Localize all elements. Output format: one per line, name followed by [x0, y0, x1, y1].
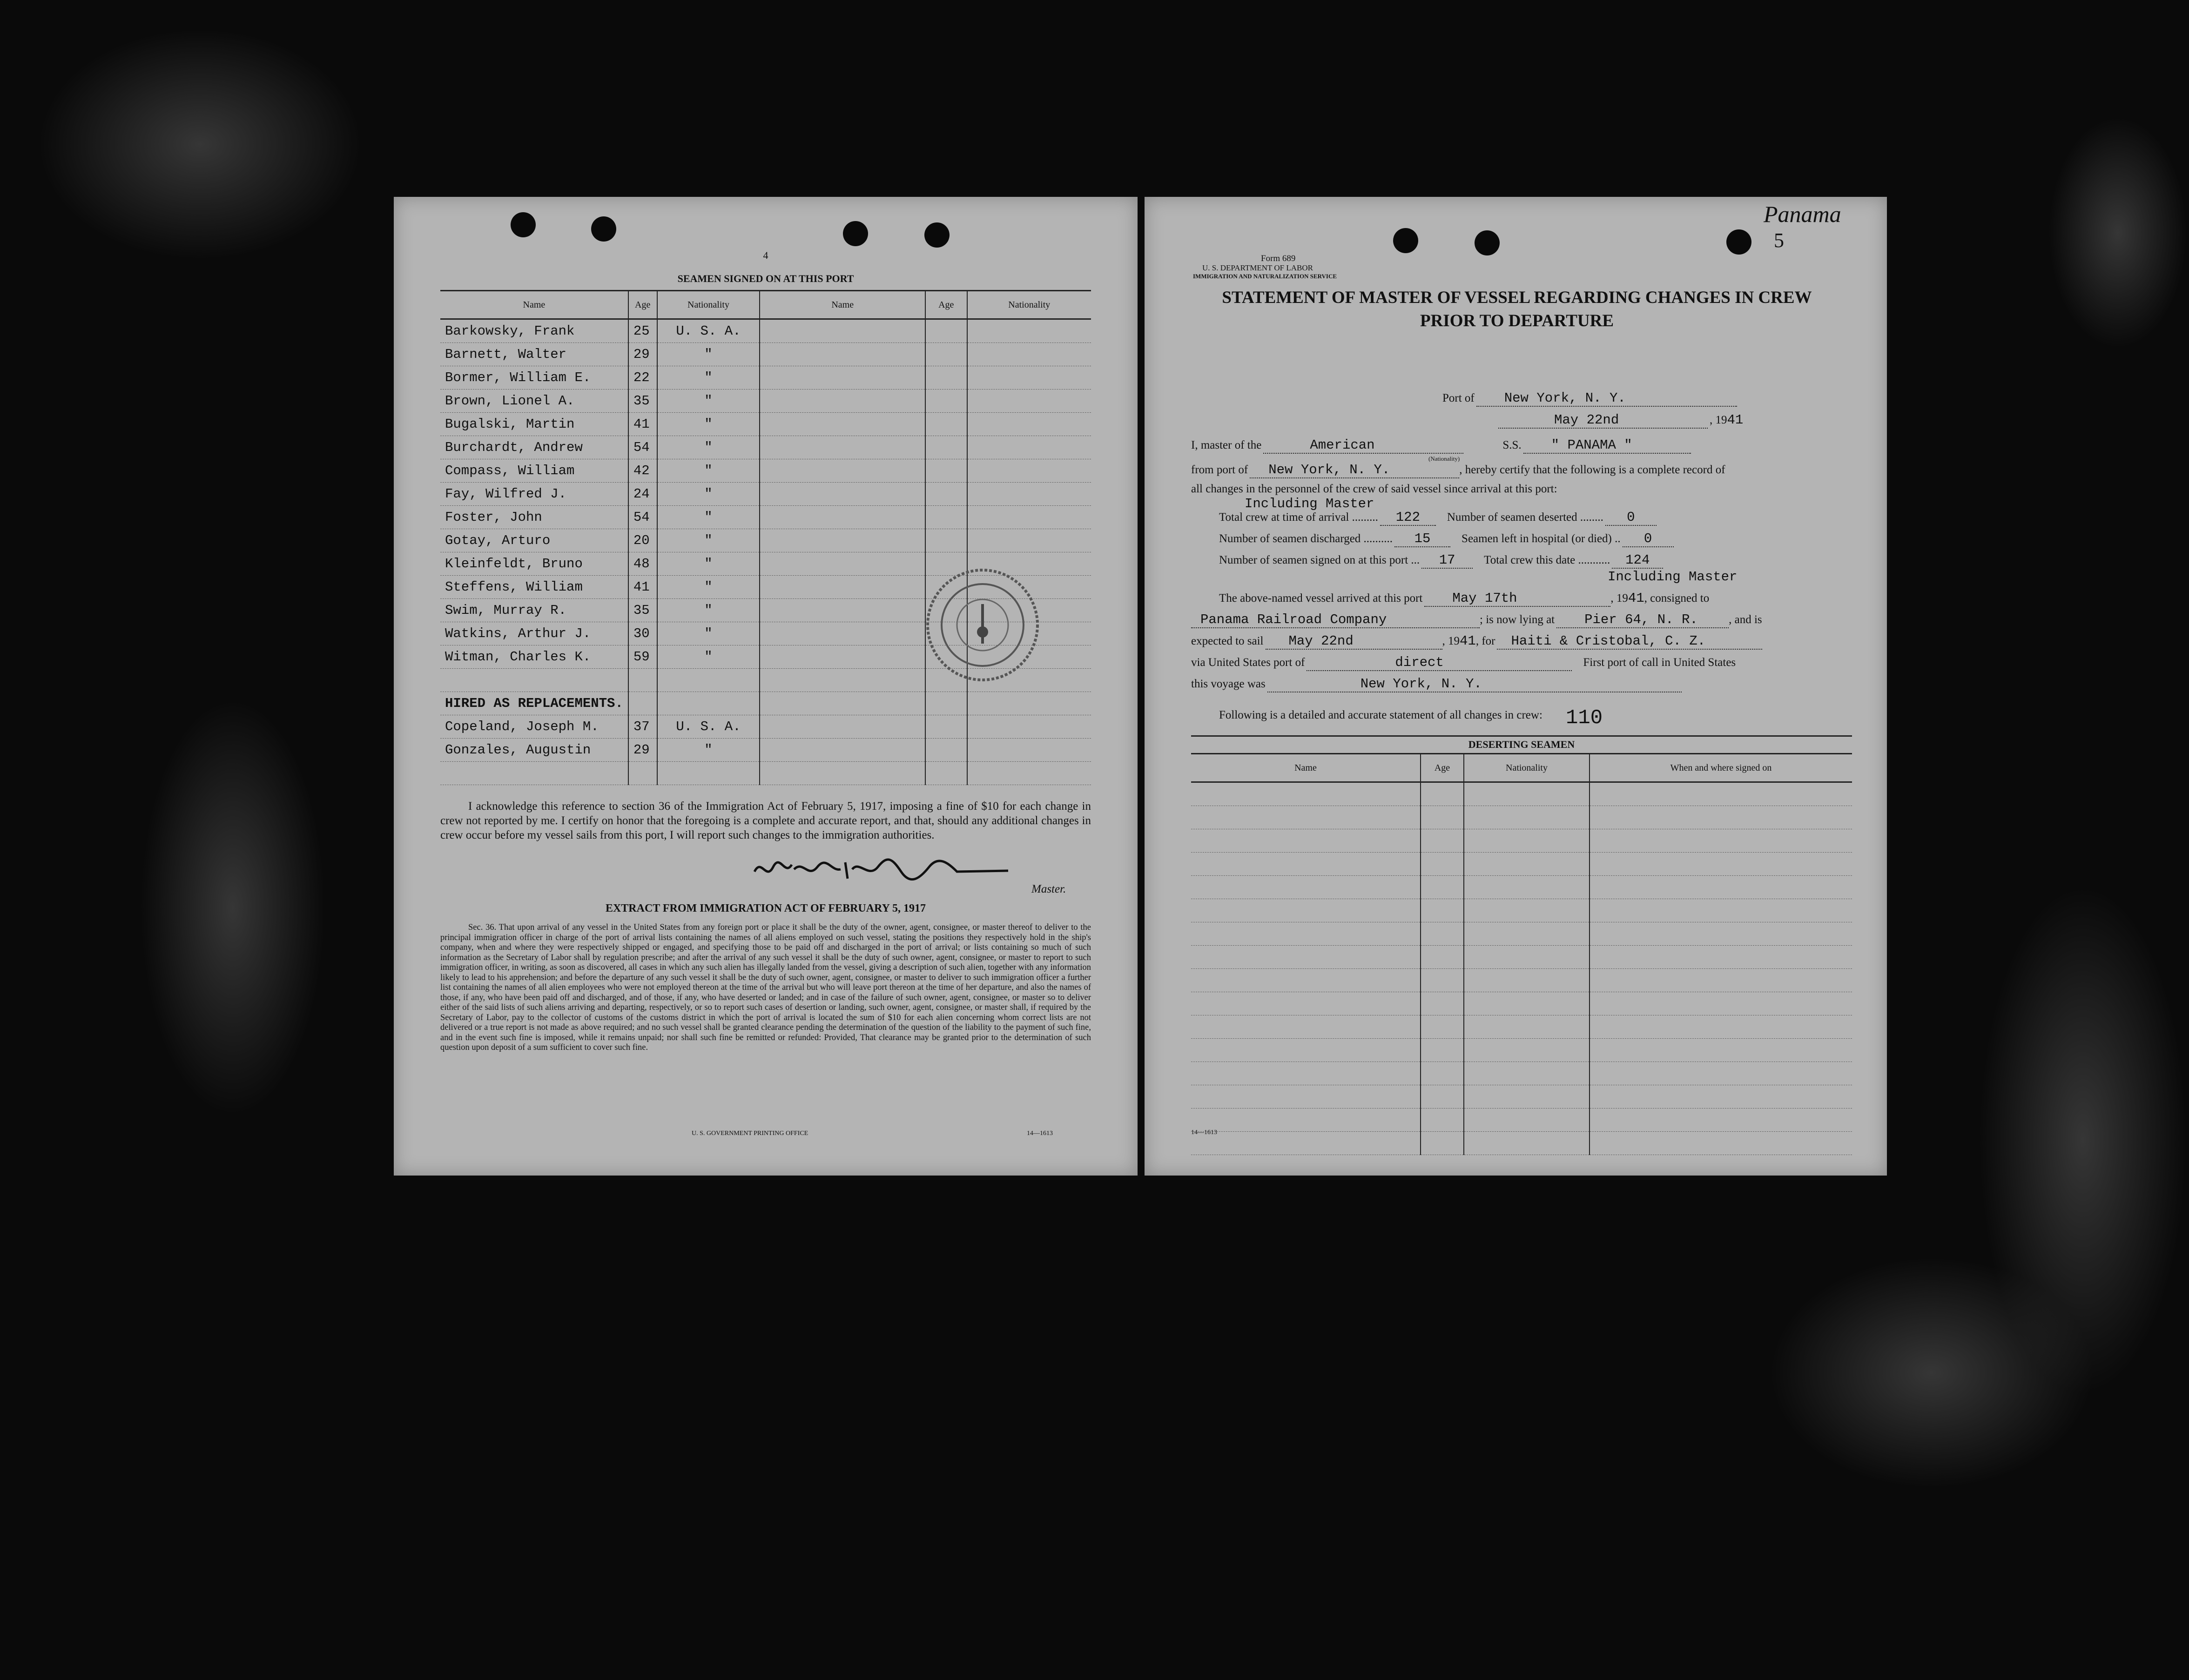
- seaman-age: 42: [628, 459, 657, 483]
- table-row: [1191, 782, 1852, 806]
- col-header-nationality: Nationality: [1464, 754, 1590, 782]
- total-crew-arrival-label: Total crew at time of arrival: [1219, 511, 1349, 524]
- signed-on-table: [440, 290, 1091, 785]
- port-line: [1442, 390, 1737, 407]
- seaman-name: Watkins, Arthur J.: [440, 622, 628, 645]
- immigration-seal-stamp: [920, 562, 1045, 688]
- consignee-line: [1191, 612, 1871, 628]
- seaman-name: [440, 669, 628, 692]
- year-value: 41: [1727, 412, 1744, 428]
- seaman-nationality: ": [657, 506, 760, 529]
- form-number: Form 689: [1261, 254, 1296, 263]
- extract-text: Sec. 36. That upon arrival of any vessel in the United States from any foreign port or place it shall be the duty of the owner, agent, consignee, or master thereof to deliver to the principal immigration officer in charge of the port of arrival lists containing the names of all aliens employed on such vessel, stating the positions they respectively hold in the ship's company, when and where they were respectively shipped or engaged, and specifying those to be paid off and discharged in the port of arrival; or lists containing so much of such information as the Secretary of Labor shall by regulation prescribe; and after the arrival of any such vessel it shall be the duty of such owner, agent, consignee, or master to report to such immigration officer, in writing, as soon as discovered, all cases in which any such alien has illegally landed from the vessel, giving a description of such alien, together with any information likely to lead to his apprehension; and before the departure of any such vessel it shall be the duty of such owner, agent, consignee, or master to deliver to such immigration officer a further list containing the names of all alien employees who were not employed thereon at the time of the arrival but who will leave port thereon at the time of her departure, and also the names of those, if any, who have been paid off and discharged, and of those, if any, who have deserted or landed; and in case of the failure of such owner, agent, consignee, or master so to deliver either of the said lists of such aliens arriving and departing, respectively, or so to report such cases of desertion or landing, such owner, agent, consignee, or master shall, if required by the Secretary of Labor, pay to the collector of customs of the customs district in which the port of arrival is located the sum of $10 for each alien concerning whom correct lists are not delivered or a true report is not made as above required; and no such vessel shall be granted clearance pending the determination of the question of the liability to the payment of such fine, and in the event such fine is imposed, while it remains unpaid; nor shall such fine be remitted or refunded: Provided, That clearance may be granted prior to the determination of such question upon deposit of a sum sufficient to cover such fine.: [440, 923, 1091, 1052]
- table-row: [440, 529, 1091, 552]
- master-line: [1191, 437, 1843, 454]
- table-row: [440, 436, 1091, 459]
- total-crew-date-value: 124: [1612, 552, 1663, 569]
- table-row: [1191, 829, 1852, 853]
- col-header-age: Age: [628, 291, 657, 319]
- punch-hole: [591, 216, 616, 242]
- seaman-name: Gotay, Arturo: [440, 529, 628, 552]
- including-master-1: Including Master: [1245, 496, 1374, 511]
- first-port-label: First port of call in United States: [1583, 656, 1736, 669]
- table-row: [1191, 1062, 1852, 1085]
- master-label: Master.: [1031, 883, 1066, 895]
- sail-line: expected to sail May 22nd , 1941, for Haiti & Cristobal, C. Z.: [1191, 633, 1871, 650]
- form-code: 14—1613: [1191, 1129, 1217, 1136]
- seaman-name: Copeland, Joseph M.: [440, 715, 628, 739]
- seaman-name: Brown, Lionel A.: [440, 390, 628, 413]
- seaman-nationality: U. S. A.: [657, 319, 760, 343]
- seaman-age: 20: [628, 529, 657, 552]
- destination-value: Haiti & Cristobal, C. Z.: [1497, 633, 1762, 650]
- seaman-nationality: [657, 692, 760, 715]
- seaman-age: 24: [628, 483, 657, 506]
- right-page: [1145, 197, 1887, 1176]
- date-line: May 22nd , 1941: [1498, 412, 1743, 429]
- seaman-name: Foster, John: [440, 506, 628, 529]
- seaman-age: 54: [628, 436, 657, 459]
- seaman-age: 37: [628, 715, 657, 739]
- arrived-value: May 17th: [1424, 591, 1610, 607]
- seaman-age: 22: [628, 366, 657, 390]
- table-row: [1191, 1085, 1852, 1109]
- seaman-nationality: [657, 669, 760, 692]
- seaman-age: [628, 762, 657, 785]
- total-crew-arrival-value: 122: [1380, 510, 1436, 526]
- seaman-name: [440, 762, 628, 785]
- port-value: New York, N. Y.: [1476, 390, 1737, 407]
- seaman-nationality: ": [657, 436, 760, 459]
- table-row: [1191, 922, 1852, 946]
- seaman-name: Bugalski, Martin: [440, 413, 628, 436]
- table-row: [1191, 1109, 1852, 1132]
- counts-row-1: Total crew at time of arrival ......... 122 Number of seamen deserted ........ 0: [1219, 510, 1852, 526]
- table-row: [440, 762, 1091, 785]
- seaman-age: [628, 669, 657, 692]
- seaman-nationality: ": [657, 645, 760, 669]
- seaman-nationality: ": [657, 529, 760, 552]
- consignee-value: Panama Railroad Company: [1191, 612, 1480, 628]
- seaman-age: 30: [628, 622, 657, 645]
- table-row: [1191, 1015, 1852, 1039]
- seaman-nationality: ": [657, 599, 760, 622]
- seaman-age: 54: [628, 506, 657, 529]
- page-number: 4: [763, 249, 768, 261]
- acknowledgement-text: I acknowledge this reference to section 36 of the Immigration Act of February 5, 1917, imposing a fine of $10 for each change in crew not reported by me. I certify on honor that the foregoing is a complete and accurate report, and that, should any additional changes in crew occur before my vessel sails from this port, I will report such changes to the immigration authorities.: [440, 800, 1091, 841]
- col-header-when-where: When and where signed on: [1590, 754, 1852, 782]
- count-annotation: 110: [1566, 706, 1603, 730]
- seaman-age: 41: [628, 413, 657, 436]
- table-title: SEAMEN SIGNED ON AT THIS PORT: [677, 273, 854, 284]
- col-header-name: Name: [760, 291, 925, 319]
- master-signature: [752, 853, 1013, 886]
- voyage-line: [1191, 676, 1871, 692]
- seaman-age: 29: [628, 343, 657, 366]
- table-row: [1191, 899, 1852, 922]
- seaman-name: Barkowsky, Frank: [440, 319, 628, 343]
- col-header-nationality: Nationality: [967, 291, 1091, 319]
- table-row: [1191, 1039, 1852, 1062]
- seaman-nationality: ": [657, 622, 760, 645]
- department: U. S. DEPARTMENT OF LABOR: [1202, 263, 1313, 272]
- pier-value: Pier 64, N. R.: [1556, 612, 1729, 628]
- this-voyage-label: this voyage was: [1191, 678, 1266, 690]
- signed-on-value: 17: [1421, 552, 1473, 569]
- sail-date: May 22nd: [1266, 633, 1442, 650]
- master-of-label: I, master of the: [1191, 439, 1262, 451]
- ss-label: S.S.: [1502, 439, 1522, 451]
- first-port-value: New York, N. Y.: [1267, 676, 1682, 692]
- extract-title: EXTRACT FROM IMMIGRATION ACT OF FEBRUARY 5, 1917: [605, 902, 926, 914]
- seaman-name: Compass, William: [440, 459, 628, 483]
- seaman-name: Steffens, William: [440, 576, 628, 599]
- counts-row-2: Number of seamen discharged .......... 15 Seamen left in hospital (or died) .. 0: [1219, 531, 1852, 547]
- seaman-age: 59: [628, 645, 657, 669]
- table-row: [440, 413, 1091, 436]
- seaman-nationality: ": [657, 576, 760, 599]
- table-row: [1191, 992, 1852, 1015]
- seaman-name: Kleinfeldt, Bruno: [440, 552, 628, 576]
- deserting-table: [1191, 753, 1852, 1155]
- table-row: [440, 715, 1091, 739]
- table-row: [1191, 806, 1852, 829]
- seaman-name: Swim, Murray R.: [440, 599, 628, 622]
- consigned-label: , consigned to: [1644, 592, 1710, 605]
- arrived-year: 41: [1628, 591, 1644, 606]
- counts-row-3: Number of seamen signed on at this port ... 17 Total crew this date ........... 124: [1219, 552, 1852, 569]
- from-port-line: [1191, 462, 1866, 478]
- from-port-value: New York, N. Y.: [1250, 462, 1459, 478]
- discharged-value: 15: [1394, 531, 1450, 547]
- table-row: [440, 319, 1091, 343]
- table-row: [1191, 876, 1852, 899]
- form-subtitle: PRIOR TO DEPARTURE: [1420, 311, 1614, 330]
- punch-hole: [924, 222, 950, 248]
- seaman-age: 35: [628, 599, 657, 622]
- table-row: [1191, 853, 1852, 876]
- seaman-age: [628, 692, 657, 715]
- table-row: [440, 483, 1091, 506]
- table-row: [440, 366, 1091, 390]
- col-header-nationality: Nationality: [657, 291, 760, 319]
- form-code: 14—1613: [1027, 1130, 1053, 1137]
- punch-hole: [1726, 229, 1751, 255]
- service-name: IMMIGRATION AND NATURALIZATION SERVICE: [1193, 273, 1337, 280]
- seaman-name: Witman, Charles K.: [440, 645, 628, 669]
- certify-text: , hereby certify that the following is a complete record of: [1459, 464, 1725, 476]
- arrived-year-prefix: 19: [1616, 592, 1628, 605]
- and-is-label: , and is: [1729, 613, 1762, 626]
- via-label: via United States port of: [1191, 656, 1305, 669]
- table-row: [440, 739, 1091, 762]
- nationality-caption: (Nationality): [1428, 455, 1460, 462]
- expected-label: expected to sail: [1191, 635, 1264, 647]
- seaman-nationality: ": [657, 483, 760, 506]
- seaman-nationality: ": [657, 343, 760, 366]
- date-value: May 22nd: [1498, 412, 1708, 429]
- seaman-nationality: ": [657, 739, 760, 762]
- punch-hole: [843, 221, 868, 246]
- year-prefix: 19: [1715, 414, 1727, 426]
- lying-label: ; is now lying at: [1480, 613, 1555, 626]
- left-page: [394, 197, 1138, 1176]
- via-value: direct: [1307, 655, 1572, 671]
- nationality-value: American: [1263, 437, 1463, 454]
- discharged-label: Number of seamen discharged: [1219, 532, 1361, 545]
- table-row: [440, 506, 1091, 529]
- replacements-heading: HIRED AS REPLACEMENTS.: [440, 692, 628, 715]
- col-header-age: Age: [925, 291, 967, 319]
- sail-year-prefix: 19: [1448, 635, 1460, 647]
- via-line: [1191, 655, 1871, 671]
- seaman-age: 35: [628, 390, 657, 413]
- seaman-nationality: U. S. A.: [657, 715, 760, 739]
- punch-hole: [511, 212, 536, 237]
- punch-hole: [1393, 228, 1418, 253]
- hospital-label: Seamen left in hospital (or died): [1462, 532, 1612, 545]
- printer-line: U. S. GOVERNMENT PRINTING OFFICE: [692, 1130, 808, 1137]
- port-label: Port of: [1442, 392, 1475, 404]
- seaman-name: Gonzales, Augustin: [440, 739, 628, 762]
- handwritten-annotation: Panama: [1764, 201, 1841, 227]
- col-header-name: Name: [440, 291, 628, 319]
- ship-name: " PANAMA ": [1523, 437, 1691, 454]
- all-changes-text: all changes in the personnel of the crew of said vessel since arrival at this port:: [1191, 483, 1557, 495]
- sail-year: 41: [1460, 633, 1476, 649]
- seaman-name: Bormer, William E.: [440, 366, 628, 390]
- seaman-age: 29: [628, 739, 657, 762]
- seaman-nationality: [657, 762, 760, 785]
- seaman-nationality: ": [657, 390, 760, 413]
- seaman-nationality: ": [657, 552, 760, 576]
- seaman-age: 48: [628, 552, 657, 576]
- from-port-label: from port of: [1191, 464, 1248, 476]
- punch-hole: [1475, 230, 1500, 255]
- arrival-line: The above-named vessel arrived at this port May 17th , 1941, consigned to: [1219, 591, 1710, 606]
- hospital-value: 0: [1623, 531, 1674, 547]
- table-row: [440, 692, 1091, 715]
- deserting-title: DESERTING SEAMEN: [1468, 739, 1575, 750]
- including-master-2: Including Master: [1608, 569, 1738, 585]
- seaman-age: 25: [628, 319, 657, 343]
- table-row: [440, 390, 1091, 413]
- following-text: Following is a detailed and accurate statement of all changes in crew:: [1219, 709, 1542, 721]
- deserted-value: 0: [1605, 510, 1657, 526]
- seaman-name: Burchardt, Andrew: [440, 436, 628, 459]
- table-top-rule: [1191, 735, 1852, 737]
- page-mark: 5: [1774, 229, 1784, 252]
- seaman-name: Fay, Wilfred J.: [440, 483, 628, 506]
- total-crew-date-label: Total crew this date: [1484, 554, 1576, 566]
- seaman-nationality: ": [657, 413, 760, 436]
- signed-on-label: Number of seamen signed on at this port: [1219, 554, 1408, 566]
- col-header-age: Age: [1421, 754, 1464, 782]
- table-row: [440, 459, 1091, 483]
- arrived-label: The above-named vessel arrived at this port: [1219, 592, 1423, 605]
- for-label: , for: [1475, 635, 1495, 647]
- table-row: [1191, 969, 1852, 992]
- col-header-name: Name: [1191, 754, 1421, 782]
- table-row: [1191, 1132, 1852, 1155]
- seaman-nationality: ": [657, 366, 760, 390]
- seaman-nationality: ": [657, 459, 760, 483]
- seaman-age: 41: [628, 576, 657, 599]
- form-title: STATEMENT OF MASTER OF VESSEL REGARDING CHANGES IN CREW: [1222, 288, 1812, 307]
- deserted-label: Number of seamen deserted: [1447, 511, 1577, 524]
- table-row: [1191, 946, 1852, 969]
- seaman-name: Barnett, Walter: [440, 343, 628, 366]
- table-row: [440, 343, 1091, 366]
